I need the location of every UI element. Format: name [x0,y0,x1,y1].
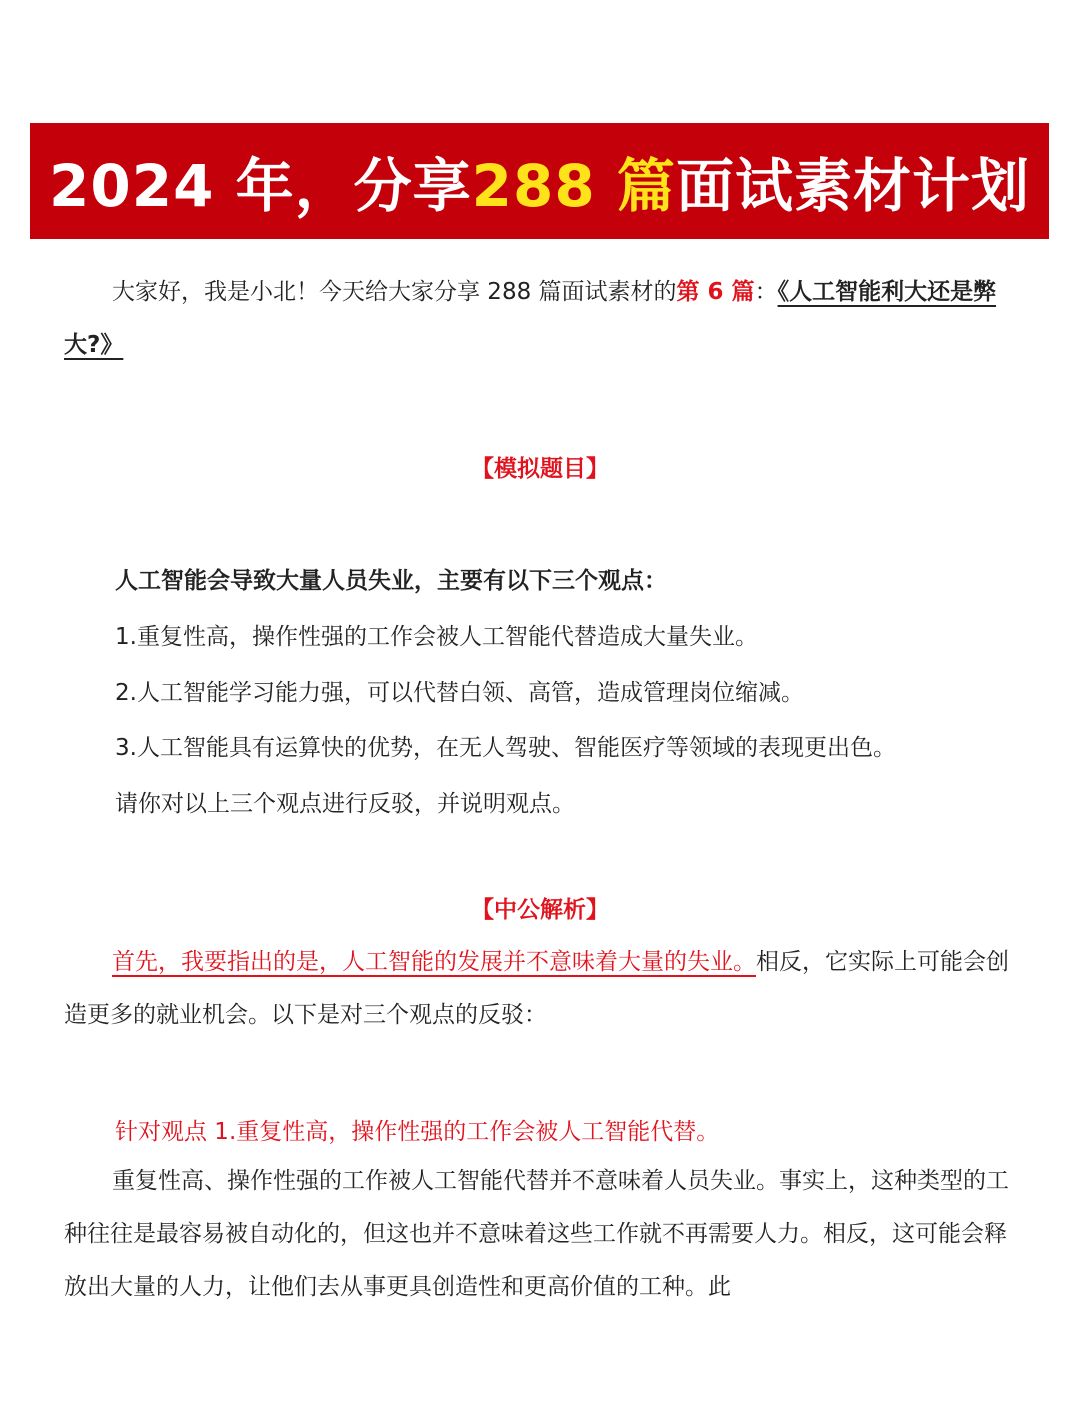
question-point-3: 3.人工智能具有运算快的优势，在无人驾驶、智能医疗等领域的表现更出色。 [115,735,896,761]
analysis-point1-title: 针对观点 1.重复性高，操作性强的工作会被人工智能代替。 [115,1119,720,1145]
question-point-1: 1.重复性高，操作性强的工作会被人工智能代替造成大量失业。 [115,624,758,650]
title-banner [30,123,1049,239]
banner-text-part1: 2024 年，分享 [49,152,472,220]
intro-episode: 第 6 篇 [676,279,755,305]
analysis-paragraph [64,936,1018,1042]
banner-highlight: 288 篇 [471,152,676,220]
question-lead: 人工智能会导致大量人员失业，主要有以下三个观点： [115,568,667,594]
analysis-point1-body: 重复性高、操作性强的工作被人工智能代替并不意味着人员失业。事实上，这种类型的工种往往是最容易被自动化的，但这也并不意味着这些工作就不再需要人力。相反，这可能会释放出大量的人力，让他们去从事更具创造性和更高价值的工种。此 [64,1168,1009,1300]
article-title: 《人工智能利大还是弊大?》 [64,279,997,358]
question-ask: 请你对以上三个观点进行反驳，并说明观点。 [115,791,575,817]
question-point-2: 2.人工智能学习能力强，可以代替白领、高管，造成管理岗位缩减。 [115,680,804,706]
intro-text: 大家好，我是小北！今天给大家分享 288 篇面试素材的 [112,279,677,305]
analysis-red-lead: 首先，我要指出的是，人工智能的发展并不意味着大量的失业。 [112,949,756,975]
question-heading: 【模拟题目】 [471,456,609,482]
analysis-heading: 【中公解析】 [471,897,609,923]
intro-paragraph [64,266,1018,372]
banner-text-part2: 面试素材计划 [675,152,1030,220]
analysis-rest: 相反，它实际上可能会创造更多的就业机会。以下是对三个观点的反驳： [64,949,1009,1028]
intro-colon: ： [754,279,778,305]
